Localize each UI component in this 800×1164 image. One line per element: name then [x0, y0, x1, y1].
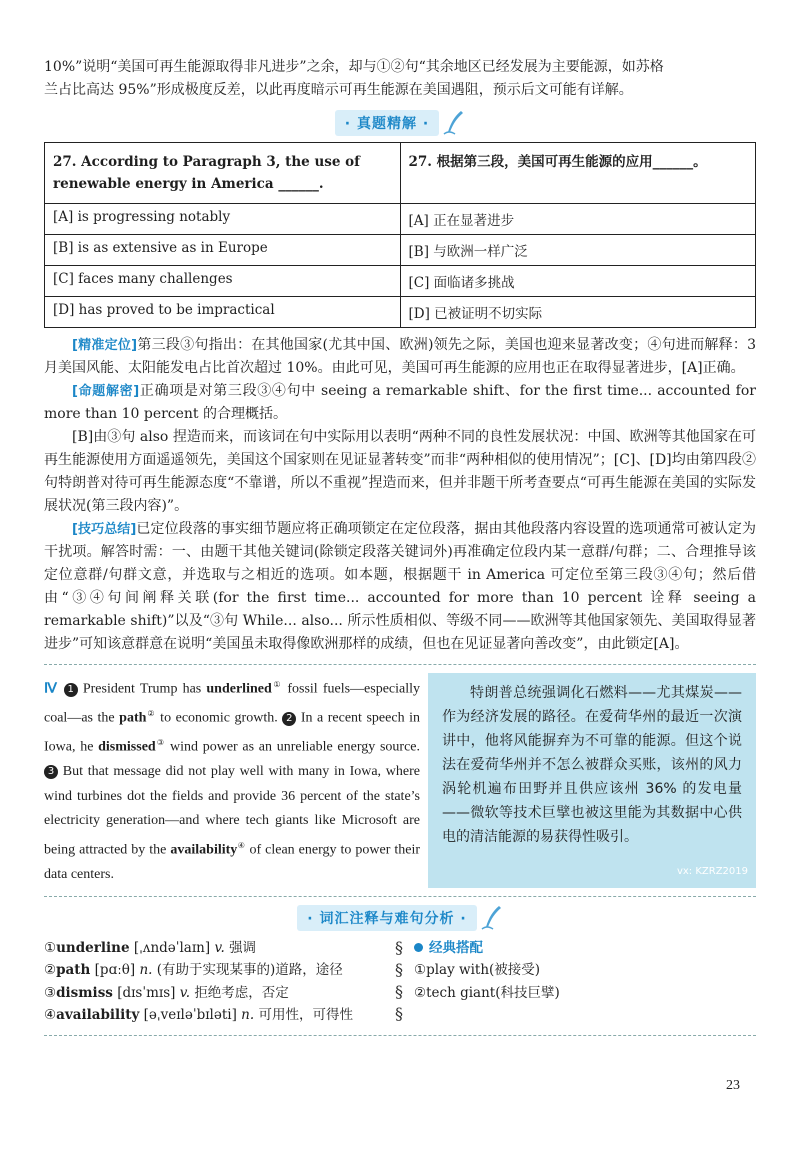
passage-block — [44, 673, 756, 888]
sentence-number: 2 — [282, 712, 296, 726]
section-banner-vocab — [44, 905, 756, 931]
quill-pen-icon — [443, 110, 465, 136]
collocation-item: ②tech giant(科技巨擘) — [414, 984, 560, 1001]
banner-title: · 真题精解 · — [335, 110, 439, 136]
question-stem-en: 27. According to Paragraph 3, the use of renewable energy in America ______. — [45, 143, 401, 204]
option-en: [C] faces many challenges — [45, 266, 401, 297]
analysis-tag: [精准定位] — [72, 338, 138, 353]
option-cn: [D] 已被证明不切实际 — [400, 297, 756, 328]
vocab-item: ④availability [əˌveɪləˈbɪləti] n. 可用性，可得性 — [44, 1007, 353, 1024]
question-stem-cn: 27. 根据第三段，美国可再生能源的应用______。 — [400, 143, 756, 204]
vocab-word: path — [119, 710, 147, 726]
passage-english: Ⅳ 1 President Trump has underlined① fossil fuels—especially coal—as the path② to economic growth. 2 In a recent speech in Iowa, he dismissed③ wind power as an unreliable energy source. 3 But that message did not play well with many in Iowa, where wind turbines dot the fields and provide 36 percent of the state’s electricity generation—and where tech giants like Microsoft are being attracted by the availability④ of clean energy to power their data centers. — [44, 680, 421, 883]
analysis-distractors: [B]由③句 also 捏造而来，而该词在句中实际用以表明“两种不同的良性发展状况：中国、欧洲等其他国家在可再生能源使用方面遥遥领先，美国这个国家则在见证显著转变”而非“两种相似的使用情况”；[C]、[D]均由第四段②句特朗普对待可再生能源态度“不靠谱，所以不重视”捏造而来，但并非题干所考查要点“可再生能源在美国的实际发展状况(第三段内容)”。 — [44, 429, 756, 514]
intro-line-1: 10%”说明“美国可再生能源取得非凡进步”之余，却与①②句“其余地区已经发展为主要能源，如苏格 — [44, 59, 664, 75]
vocab-word: dismissed — [98, 739, 156, 755]
vocab-item: ③dismiss [dɪsˈmɪs] v. 拒绝考虑，否定 — [44, 984, 289, 1001]
divider — [44, 664, 756, 665]
collocation-item: ①play with(被接受) — [414, 962, 541, 979]
question-table — [44, 142, 756, 328]
bullet-dot-icon — [414, 943, 423, 952]
option-en: [A] is progressing notably — [45, 204, 401, 235]
analysis-decode: [命题解密]正确项是对第三段③④句中 seeing a remarkable shift、for the first time... accounted for more than 10 percent 的合理概括。 — [44, 383, 756, 422]
page-content — [44, 56, 756, 1044]
intro-line-2: 兰占比高达 95%”形成极度反差，以此再度暗示可再生能源在美国遇阻，预示后文可能有详解。 — [44, 82, 633, 98]
vocab-word: availability — [170, 842, 238, 858]
option-en: [D] has proved to be impractical — [45, 297, 401, 328]
vocab-word: underlined — [206, 681, 272, 697]
option-cn: [A] 正在显著进步 — [400, 204, 756, 235]
quill-pen-icon — [481, 905, 503, 931]
option-en: [B] is as extensive as in Europe — [45, 235, 401, 266]
option-cn: [B] 与欧洲一样广泛 — [400, 235, 756, 266]
collocation-list — [414, 937, 754, 1027]
option-row — [45, 204, 756, 235]
paragraph-marker: Ⅳ — [44, 681, 59, 697]
wavy-separator: § § § § — [395, 937, 403, 1023]
option-row — [45, 297, 756, 328]
page-number: 23 — [726, 1078, 740, 1093]
section-banner-exam — [44, 110, 756, 136]
vocab-section — [44, 937, 756, 1027]
option-cn: [C] 面临诸多挑战 — [400, 266, 756, 297]
question-stem-row — [45, 143, 756, 204]
watermark: vx: KZRZ2019 — [676, 865, 748, 877]
option-row — [45, 235, 756, 266]
analysis-technique: [技巧总结]已定位段落的事实细节题应将正确项锁定在定位段落，据由其他段落内容设置的选项通常可被认定为干扰项。解答时需：一、由题干其他关键词(除锁定段落关键词外)再准确定位段内某一意群/句群；二、合理推导该定位意群/句群文意，并选取与之相近的选项。如本题，根据题干 in America 可定位至第三段③④句；然后借由“③④句间阐释关联(for the first time... accounted for more than 10 percent 诠释 seeing a remarkable shift)”以及“③句 While... also... 所示性质相似、等级不同——欧洲等其他国家领先、美国取得显著进步”可知该意群意在说明“美国虽未取得像欧洲那样的成绩，但也在见证显著向善改变”，由此锁定[A]。 — [44, 521, 756, 652]
passage-translation: 特朗普总统强调化石燃料——尤其煤炭——作为经济发展的路径。在爱荷华州的最近一次演讲中，他将风能摒弃为不可靠的能源。但这个说法在爱荷华州并不怎么被群众买账，该州的风力涡轮机遍布田野并且供应该州 36% 的发电量——微软等技术巨擘也被这里能为其数据中心供电的清洁能源的易获得性吸引。 vx: KZRZ2019 — [428, 673, 756, 888]
divider — [44, 1035, 756, 1036]
analysis-tag: [命题解密] — [72, 384, 140, 399]
option-row — [45, 266, 756, 297]
analysis-precise-location: [精准定位]第三段③句指出：在其他国家(尤其中国、欧洲)领先之际，美国也迎来显著改变；④句进而解释：3月美国风能、太阳能发电占比首次超过 10%。由此可见，美国可再生能源的应用也正在取得显著进步，[A]正确。 — [44, 337, 756, 376]
sentence-number: 3 — [44, 765, 58, 779]
vocab-item: ②path [pɑːθ] n. (有助于实现某事的)道路，途径 — [44, 962, 343, 979]
analysis-tag: [技巧总结] — [72, 522, 137, 537]
sentence-number: 1 — [64, 683, 78, 697]
banner-title: · 词汇注释与难句分析 · — [297, 905, 476, 931]
vocab-list — [44, 937, 384, 1027]
collocation-title: 经典搭配 — [429, 939, 483, 956]
divider — [44, 896, 756, 897]
vocab-item: ①underline [ˌʌndəˈlaɪn] v. 强调 — [44, 939, 257, 956]
